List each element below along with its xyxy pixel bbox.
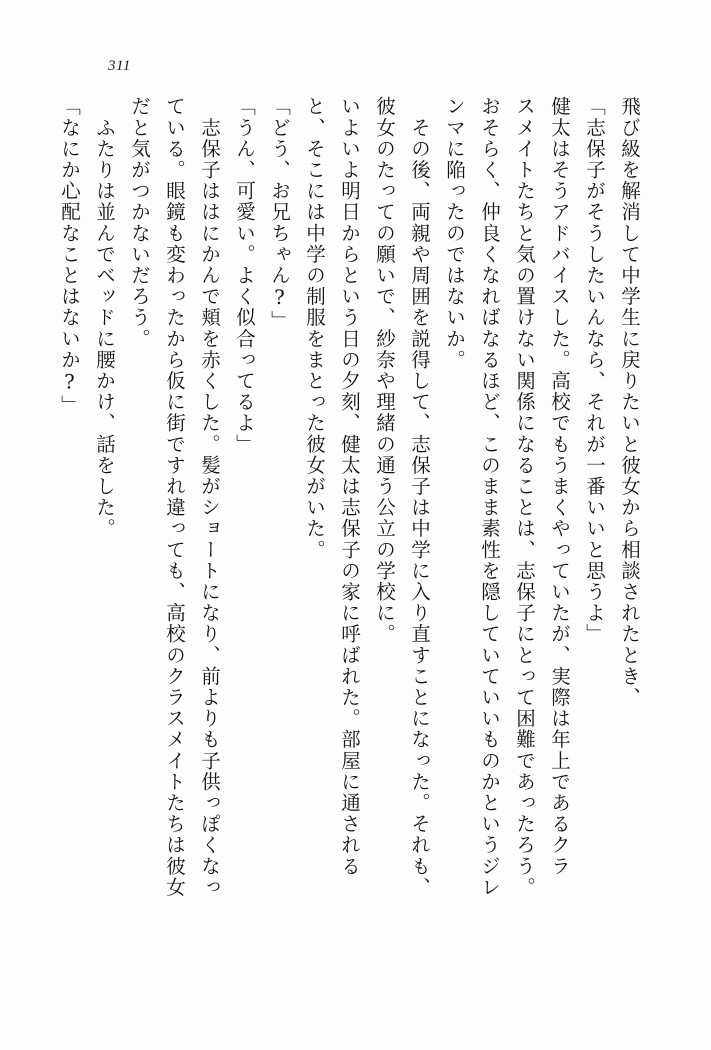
text-line: 志保子ははにかんで頬を赤くした。髪がショートになり、前よりも子供っぽくなっ (198, 96, 221, 898)
body-text (58, 96, 647, 956)
text-line: ンマに陥ったのではないか。 (443, 96, 466, 371)
text-line: と、そこには中学の制服をまとった彼女がいた。 (303, 96, 326, 561)
text-line: 「なにか心配なことはないか?」 (58, 96, 81, 416)
text-line: ている。眼鏡も変わったから仮に街ですれ違っても、高校のクラスメイトたちは彼女 (163, 96, 186, 898)
text-line: 飛び級を解消して中学生に戻りたいと彼女から相談されたとき、 (618, 96, 641, 708)
text-line: いよいよ明日からという日の夕刻、健太は志保子の家に呼ばれた。部屋に通される (338, 96, 361, 877)
text-line: 健太はそうアドバイスした。高校でもうまくやっていたが、実際は年上であるクラ (548, 96, 571, 877)
text-line: おそらく、仲良くなればなるほど、このまま素性を隠していていいものかというジレ (478, 96, 501, 898)
text-line: だと気がつかないだろう。 (128, 96, 151, 350)
text-line: その後、両親や周囲を説得して、志保子は中学に入り直すことになった。それも、 (408, 96, 431, 898)
text-line: 「志保子がそうしたいんなら、それが一番いいと思うよ」 (583, 96, 606, 645)
text-line: 「どう、お兄ちゃん?」 (268, 96, 291, 332)
page-number: 311 (108, 58, 131, 74)
text-line: ふたりは並んでベッドに腰かけ、話をした。 (93, 96, 116, 540)
text-line: 彼女のたっての願いで、紗奈や理緒の通う公立の学校に。 (373, 96, 396, 645)
text-line: スメイトたちと気の置けない関係になることは、志保子にとって困難であったろう。 (513, 96, 536, 898)
text-line: 「うん、可愛い。よく似合ってるよ」 (233, 96, 256, 455)
